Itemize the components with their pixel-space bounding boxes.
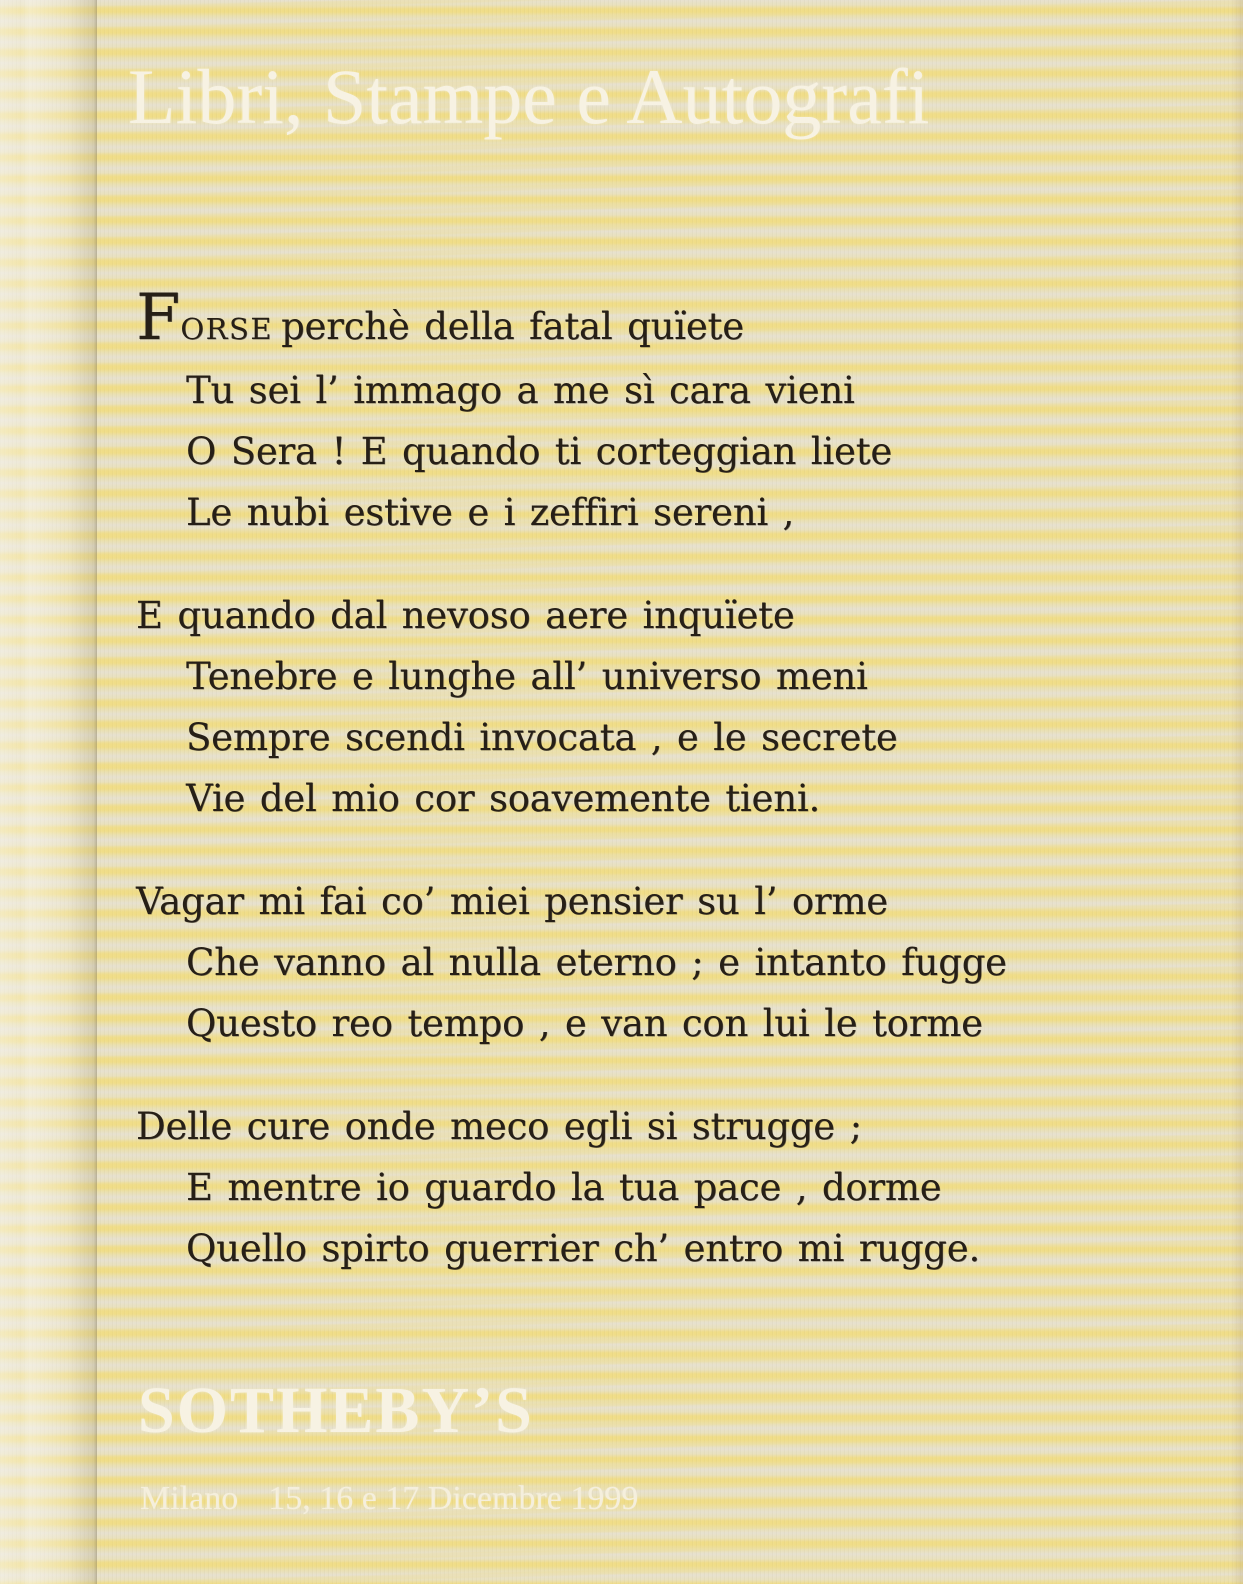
poem-line: E mentre io guardo la tua pace , dorme: [186, 1166, 942, 1209]
poem-line: Quello spirto guerrier ch’ entro mi rugge.: [186, 1227, 981, 1270]
poem-line: Sempre scendi invocata , e le secrete: [186, 716, 898, 759]
poem-line: Che vanno al nulla eterno ; e intanto fugge: [186, 941, 1007, 984]
poem-line: Tenebre e lunghe all’ universo meni: [186, 655, 868, 698]
poem-line: Le nubi estive e i zeffiri sereni ,: [186, 491, 795, 534]
poem-line-text: perchè della fatal quïete: [281, 305, 744, 348]
poem-stanza-3: [136, 871, 1196, 1054]
poem-alla-sera: [136, 281, 1196, 1279]
poem-line: E quando dal nevoso aere inquïete: [136, 594, 795, 637]
poem-stanza-1: [136, 281, 1196, 543]
dropcap-initial: F: [136, 281, 181, 355]
page-right-edge-shadow: [1231, 0, 1243, 1584]
dropcap-smallcaps: ORSE: [180, 312, 274, 346]
poem-stanza-4: [136, 1096, 1196, 1279]
poem-line-dropcap: [136, 281, 1196, 360]
sothebys-logo: SOTHEBY’S: [138, 1374, 534, 1447]
poem-stanza-2: [136, 585, 1196, 829]
poem-line: Delle cure onde meco egli si strugge ;: [136, 1105, 862, 1148]
poem-line: Vie del mio cor soavemente tieni.: [186, 777, 821, 820]
poem-line: Questo reo tempo , e van con lui le torme: [186, 1002, 983, 1045]
poem-line: Vagar mi fai co’ miei pensier su l’ orme: [136, 880, 888, 923]
poem-line: Tu sei l’ immago a me sì cara vieni: [186, 369, 855, 412]
catalogue-title: Libri, Stampe e Autografi: [128, 53, 930, 140]
book-spine: [0, 0, 97, 1584]
poem-line: O Sera ! E quando ti corteggian liete: [186, 430, 893, 473]
venue-line: [140, 1480, 638, 1518]
venue-city: Milano: [140, 1480, 239, 1517]
venue-date: 15, 16 e 17 Dicembre 1999: [268, 1480, 639, 1517]
